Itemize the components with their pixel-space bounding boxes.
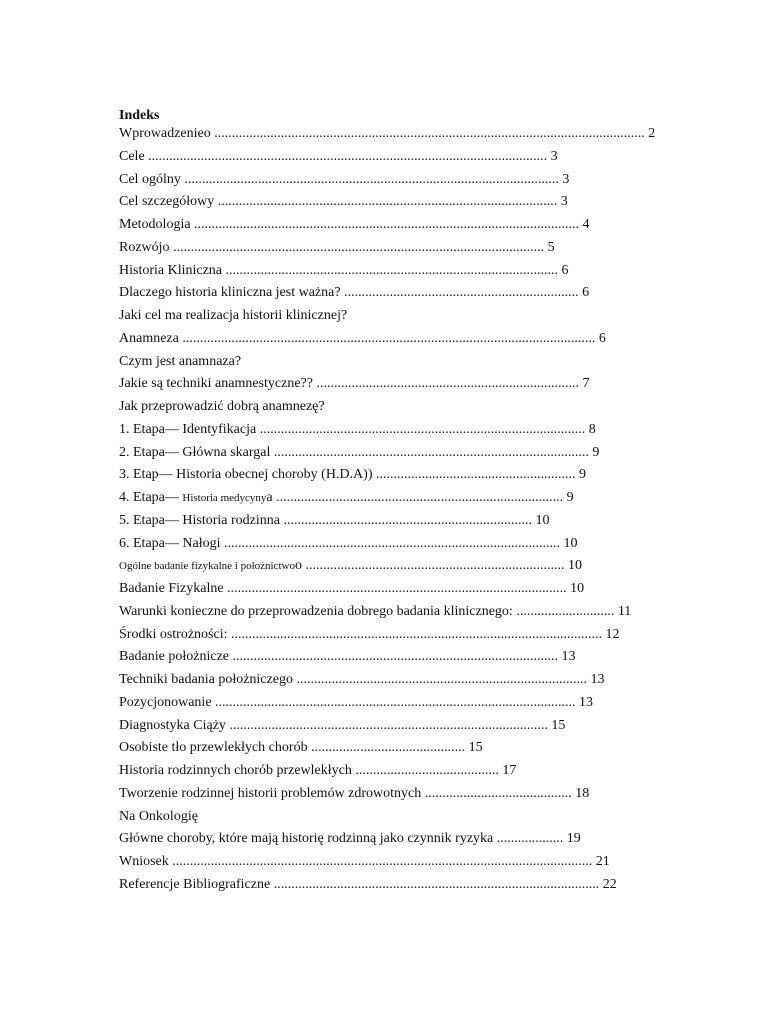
toc-entry-title: 5. Etapa— Historia rodzinna xyxy=(119,512,280,528)
toc-entry-leader: ............................................................................................... xyxy=(222,262,559,278)
toc-entry-page-number: 4 xyxy=(579,217,590,232)
toc-entry-leader: ......................................... xyxy=(351,763,499,778)
toc-entry xyxy=(119,215,719,235)
toc-entry-title: Środki ostrożności: xyxy=(119,626,228,642)
toc-entry-title: Tworzenie rodzinnej historii problemów zdrowotnych xyxy=(119,785,422,801)
toc-entry xyxy=(119,192,719,212)
toc-entry xyxy=(119,784,719,804)
toc-entry-page-number: 5 xyxy=(544,239,555,255)
toc-entry-title: Jakie są techniki anamnestyczne?? xyxy=(119,376,313,392)
toc-entry xyxy=(119,716,719,736)
toc-entry-title: Jak przeprowadzić dobrą anamnezę? xyxy=(119,399,325,414)
toc-entry xyxy=(119,807,719,827)
toc-entry xyxy=(119,170,719,190)
toc-entry-title: Osobiste tło przewlekłych chorób xyxy=(119,740,308,756)
toc-entry-leader: ................................................................................................. xyxy=(214,194,558,210)
toc-entry-page-number: 10 xyxy=(564,558,582,574)
toc-entry-page-number: 15 xyxy=(547,717,566,733)
toc-entry-page-number: 10 xyxy=(559,535,578,551)
toc-entry-page-number: 12 xyxy=(602,626,620,642)
toc-entry xyxy=(119,488,719,508)
index-heading: Indeks xyxy=(119,108,160,123)
toc-entry-page-number: 11 xyxy=(614,603,632,619)
toc-entry-leader: ........................................................................................... xyxy=(225,717,548,733)
toc-entry xyxy=(119,443,719,463)
toc-entry-leader: ................... xyxy=(493,831,564,847)
toc-entry xyxy=(119,738,719,758)
toc-entry-leader: ........................................................................................................................ xyxy=(168,854,593,869)
toc-entry-leader: .......................................... xyxy=(421,785,572,801)
toc-entry-title: 6. Etapa— Nałogi xyxy=(119,535,221,551)
toc-entry-leader: .................................................................................................................. xyxy=(144,148,548,164)
toc-entry-page-number: 10 xyxy=(531,512,550,528)
toc-entry-title: 4. Etapa— xyxy=(119,490,179,505)
toc-entry xyxy=(119,465,719,485)
toc-entry-leader: ............................................................................................. xyxy=(270,876,600,892)
toc-entry-title-tail: o xyxy=(294,558,302,574)
toc-entry-title: Techniki badania położniczego xyxy=(119,672,293,687)
toc-entry-page-number: 13 xyxy=(575,694,594,710)
toc-entry-leader: .......................................................................................... xyxy=(270,444,589,460)
toc-entry-title: Diagnostyka Ciąży xyxy=(119,717,226,733)
toc-entry-title: Główne choroby, które mają historię rodzinną jako czynnik ryzyka xyxy=(119,831,494,847)
toc-entry-leader: ....................................................................................................... xyxy=(211,694,576,710)
toc-entry xyxy=(119,693,719,713)
toc-entry xyxy=(119,670,719,690)
toc-entry xyxy=(119,397,719,417)
toc-entry xyxy=(119,511,719,531)
toc-entry-title: 1. Etapa— Identyfikacja xyxy=(119,421,257,437)
toc-entry-page-number: 15 xyxy=(465,740,483,756)
toc-entry-title: Pozycjonowanie xyxy=(119,694,212,710)
toc-entry xyxy=(119,147,719,167)
toc-entry-title: Referencje Bibliograficzne xyxy=(119,876,271,892)
toc-entry-leader: ............................................ xyxy=(307,740,466,756)
toc-entry-page-number: 6 xyxy=(595,330,606,346)
toc-entry xyxy=(119,352,719,372)
toc-entry-page-number: 18 xyxy=(571,785,590,801)
toc-entry xyxy=(119,852,719,872)
toc-entry-page-number: 10 xyxy=(566,581,585,596)
toc-entry-title: Badanie położnicze xyxy=(119,649,230,665)
toc-entry-page-number: 13 xyxy=(586,672,605,687)
toc-entry xyxy=(119,602,719,622)
toc-entry xyxy=(119,420,719,440)
toc-entry xyxy=(119,283,719,303)
toc-entry xyxy=(119,625,719,645)
toc-entry-title: Na Onkologię xyxy=(119,808,198,824)
toc-entry-page-number: 22 xyxy=(599,876,617,892)
toc-entry-page-number: 6 xyxy=(578,285,590,301)
toc-entry-title: Warunki konieczne do przeprowadzenia dobrego badania klinicznego: xyxy=(119,603,513,619)
toc-entry-page-number: 21 xyxy=(592,854,610,869)
toc-entry xyxy=(119,124,719,144)
toc-entry-page-number: 9 xyxy=(588,444,600,460)
toc-entry-leader: ....................................................................... xyxy=(279,512,532,528)
toc-entry-title: Badanie Fizykalne xyxy=(119,581,224,596)
toc-entry xyxy=(119,329,719,349)
toc-entry-leader: .......................................................................... xyxy=(301,558,565,574)
toc-entry-leader: ................................................................................................. xyxy=(223,581,567,596)
toc-entry-title: Cele xyxy=(119,148,145,164)
toc-entry-leader: ................................................................... xyxy=(340,285,579,301)
toc-entry-title: Jaki cel ma realizacja historii klinicznej? xyxy=(119,308,348,323)
toc-entry xyxy=(119,761,719,781)
toc-entry-page-number: 3 xyxy=(558,171,570,187)
toc-entry-leader: ............................................................................................. xyxy=(256,421,586,437)
toc-entry-page-number: 19 xyxy=(563,831,581,847)
toc-entry-page-number: 7 xyxy=(578,376,590,392)
toc-entry-page-number: 8 xyxy=(585,421,596,437)
toc-entry-subtitle: Ogólne badanie fizykalne i położnictwo xyxy=(119,560,295,573)
toc-entry-title: 3. Etap— Historia obecnej choroby (H.D.A)) xyxy=(119,467,373,483)
toc-entry-page-number: 9 xyxy=(563,490,574,505)
toc-entry-title: Rozwójo xyxy=(119,239,170,255)
toc-entry-leader: .......................................................................................................... xyxy=(169,239,545,255)
toc-entry-title: Wprowadzenieo xyxy=(119,126,211,141)
toc-entry xyxy=(119,374,719,394)
toc-entry xyxy=(119,306,719,326)
toc-entry-page-number: 2 xyxy=(644,126,656,141)
toc-entry-leader: ............................ xyxy=(512,603,615,619)
toc-entry-page-number: 6 xyxy=(558,262,569,278)
toc-entry-title: Metodologia xyxy=(119,217,191,232)
toc-entry xyxy=(119,261,719,281)
toc-entry-leader: ................................................................................... xyxy=(292,672,587,687)
toc-entry xyxy=(119,534,719,554)
toc-entry-title: Czym jest anamnaza? xyxy=(119,353,242,369)
toc-entry xyxy=(119,556,719,576)
toc-entry xyxy=(119,829,719,849)
toc-entry-title: Historia rodzinnych chorób przewlekłych xyxy=(119,763,352,778)
toc-entry-leader: ................................................................................................ xyxy=(220,535,560,551)
toc-entry-leader: ........................................................................................................... xyxy=(180,171,559,187)
toc-entry-subtitle: Historia medycyny xyxy=(182,492,267,504)
toc-entry-title: Dlaczego historia kliniczna jest ważna? xyxy=(119,285,341,301)
toc-entry-leader: .............................................................................................................. xyxy=(190,217,580,232)
toc-entry-title: Cel ogólny xyxy=(119,171,181,187)
toc-entry-leader: ........................................................................... xyxy=(312,376,579,392)
toc-entry-page-number: 13 xyxy=(558,649,576,665)
toc-entry-title-tail: a xyxy=(266,490,273,505)
toc-entry xyxy=(119,238,719,258)
toc-entry-leader: ...................................................................................................................... xyxy=(178,330,596,346)
toc-entry-leader: .......................................................................................................... xyxy=(227,626,602,642)
toc-entry-page-number: 3 xyxy=(557,194,568,210)
toc-entry-leader: .................................................................................. xyxy=(272,490,564,505)
toc-entry-page-number: 9 xyxy=(575,467,586,483)
toc-entry-leader: ......................................................... xyxy=(372,467,576,483)
toc-entry-title: Anamneza xyxy=(119,330,179,346)
toc-entry-leader: ............................................................................................. xyxy=(229,649,559,665)
toc-entry-page-number: 17 xyxy=(498,763,517,778)
toc-entry xyxy=(119,579,719,599)
toc-entry-page-number: 3 xyxy=(547,148,558,164)
toc-entry-title: Wniosek xyxy=(119,854,169,869)
toc-entry-title: Cel szczegółowy xyxy=(119,194,215,210)
toc-entry-title: Historia Kliniczna xyxy=(119,262,223,278)
toc-entry xyxy=(119,647,719,667)
toc-entry-leader: ........................................................................................................................... xyxy=(210,126,645,141)
toc-entry-title: 2. Etapa— Główna skargal xyxy=(119,444,271,460)
toc-entry xyxy=(119,875,719,895)
